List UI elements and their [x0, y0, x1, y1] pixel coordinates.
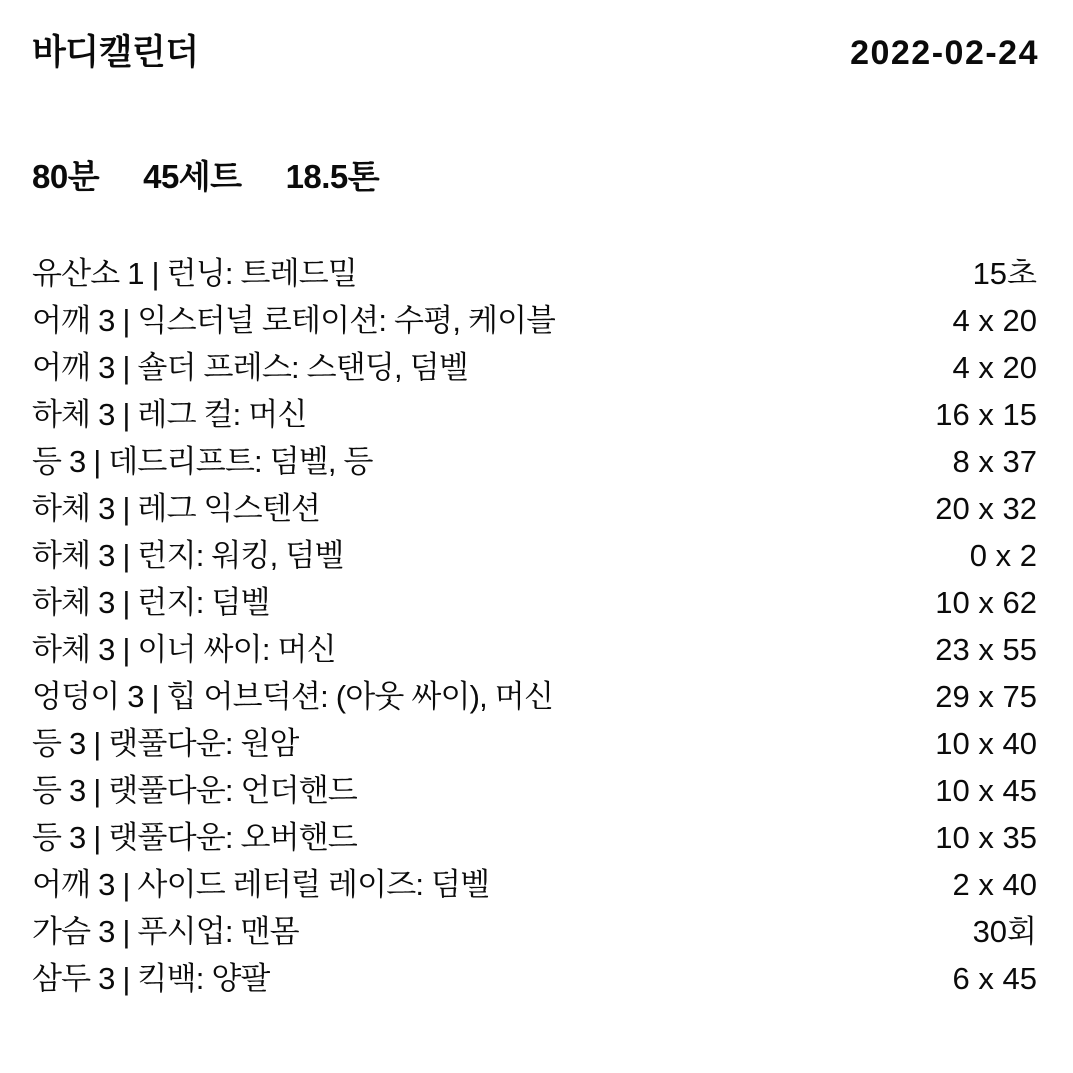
list-item [32, 955, 1041, 1002]
page-title: 바디캘린더 [32, 33, 199, 72]
list-item [32, 485, 1041, 532]
page-header [32, 34, 1041, 73]
exercise-label: 유산소 1 | 런닝: 트레드밀 [32, 256, 358, 291]
exercise-value: 10 x 35 [935, 820, 1037, 855]
exercise-label: 하체 3 | 런지: 워킹, 덤벨 [32, 538, 344, 573]
list-item [32, 532, 1041, 579]
exercise-value: 15초 [972, 256, 1037, 291]
exercise-label: 하체 3 | 레그 익스텐션 [32, 491, 321, 526]
exercise-value: 10 x 40 [935, 726, 1037, 761]
exercise-value: 23 x 55 [935, 632, 1037, 667]
exercise-value: 8 x 37 [952, 444, 1037, 479]
exercise-value: 10 x 62 [935, 585, 1037, 620]
exercise-label: 삼두 3 | 킥백: 양팔 [32, 961, 270, 996]
exercise-label: 등 3 | 랫풀다운: 원암 [32, 726, 299, 761]
exercise-label: 등 3 | 데드리프트: 덤벨, 등 [32, 444, 373, 479]
list-item [32, 861, 1041, 908]
list-item [32, 673, 1041, 720]
list-item [32, 297, 1041, 344]
stat-duration: 80분 [32, 158, 100, 195]
exercise-list [32, 250, 1041, 1002]
list-item [32, 908, 1041, 955]
exercise-value: 20 x 32 [935, 491, 1037, 526]
exercise-label: 가슴 3 | 푸시업: 맨몸 [32, 914, 299, 949]
exercise-value: 0 x 2 [969, 538, 1037, 573]
exercise-label: 등 3 | 랫풀다운: 오버핸드 [32, 820, 358, 855]
workout-date: 2022-02-24 [850, 34, 1039, 72]
list-item [32, 579, 1041, 626]
exercise-value: 4 x 20 [952, 350, 1037, 385]
exercise-value: 4 x 20 [952, 303, 1037, 338]
list-item [32, 814, 1041, 861]
exercise-label: 어깨 3 | 사이드 레터럴 레이즈: 덤벨 [32, 867, 490, 902]
list-item [32, 626, 1041, 673]
exercise-value: 2 x 40 [952, 867, 1037, 902]
list-item [32, 720, 1041, 767]
stat-sets: 45세트 [143, 158, 242, 195]
list-item [32, 344, 1041, 391]
list-item [32, 391, 1041, 438]
exercise-value: 29 x 75 [935, 679, 1037, 714]
exercise-label: 엉덩이 3 | 힙 어브덕션: (아웃 싸이), 머신 [32, 679, 554, 714]
list-item [32, 438, 1041, 485]
exercise-value: 10 x 45 [935, 773, 1037, 808]
list-item [32, 767, 1041, 814]
exercise-value: 30회 [972, 914, 1037, 949]
exercise-label: 등 3 | 랫풀다운: 언더핸드 [32, 773, 358, 808]
exercise-label: 어깨 3 | 숄더 프레스: 스탠딩, 덤벨 [32, 350, 468, 385]
exercise-label: 하체 3 | 이너 싸이: 머신 [32, 632, 336, 667]
stat-volume: 18.5톤 [285, 158, 380, 195]
exercise-value: 6 x 45 [952, 961, 1037, 996]
exercise-label: 어깨 3 | 익스터널 로테이션: 수평, 케이블 [32, 303, 556, 338]
exercise-label: 하체 3 | 런지: 덤벨 [32, 585, 270, 620]
workout-summary-stats [32, 151, 1041, 198]
exercise-value: 16 x 15 [935, 397, 1037, 432]
list-item [32, 250, 1041, 297]
exercise-label: 하체 3 | 레그 컬: 머신 [32, 397, 307, 432]
